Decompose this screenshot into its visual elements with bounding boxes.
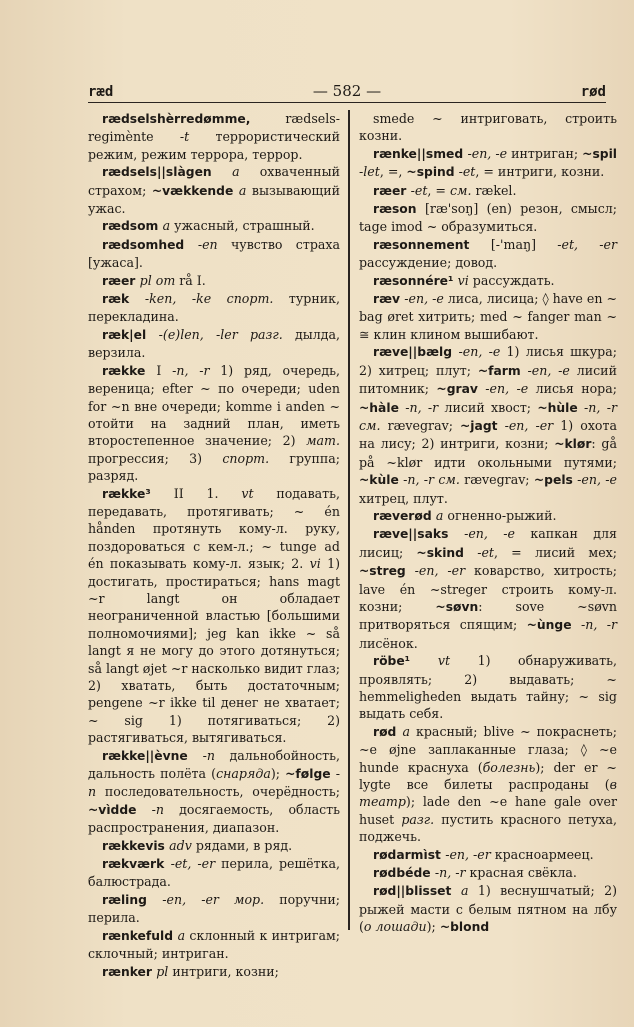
dictionary-entry bbox=[359, 652, 617, 723]
grammar-label: -ken, -ke спорт. bbox=[144, 291, 274, 307]
headword: ~hàle bbox=[359, 400, 399, 415]
definition-text: склонный к интригам; склочный; интриган. bbox=[88, 927, 340, 962]
definition-text: лиса, лисица; ◊ have en ~ bag øret хитрить; med ~ fanger man ~ ≅ клин клином вышибают. bbox=[359, 291, 617, 342]
definition-text: rævegrav; bbox=[459, 472, 534, 488]
grammar-label: -en, -e bbox=[467, 145, 508, 161]
headword: ræer bbox=[102, 273, 140, 288]
grammar-label: -t bbox=[179, 129, 190, 145]
dictionary-entry bbox=[88, 927, 340, 963]
page-header bbox=[88, 76, 606, 103]
definition-text: пустить красного петуха, поджечь. bbox=[359, 811, 617, 845]
dictionary-entry bbox=[359, 182, 617, 200]
grammar-label: -en, -er bbox=[445, 846, 491, 862]
grammar-label: -en, -e bbox=[458, 344, 501, 360]
definition-text: досягаемость, область распространения, диапазон. bbox=[88, 801, 340, 836]
definition-text: ); bbox=[270, 766, 286, 782]
definition-text: , = лисий мех; bbox=[493, 544, 617, 560]
headword: ræverød bbox=[373, 508, 436, 523]
definition-text: прогрессия; 3) bbox=[88, 450, 223, 466]
definition-text: интриги, козни; bbox=[168, 963, 279, 979]
headword: ~blond bbox=[439, 920, 490, 935]
definition-text: rædselsregimènte bbox=[88, 111, 340, 145]
headword: ræsonnére¹ bbox=[373, 273, 458, 288]
grammar-label: -et bbox=[463, 544, 494, 560]
definition-text: подавать, передавать, протягивать; ~ én hånden протянуть кому-л. руку, поздороваться с кем-л.; ~ tunge ad én показывать кому-л. язык; 2. bbox=[88, 485, 340, 572]
definition-text: smede ~ интриговать, строить козни. bbox=[359, 111, 617, 144]
dictionary-entry bbox=[359, 507, 617, 525]
headword: ~kùle bbox=[359, 473, 399, 488]
grammar-label: -en, -e bbox=[572, 472, 618, 488]
headword: ~spind bbox=[406, 165, 455, 180]
definition-text: лисий питомник; bbox=[359, 362, 617, 397]
dictionary-entry bbox=[359, 343, 617, 507]
headword: rædsels||slàgen bbox=[102, 165, 233, 180]
grammar-label: -et, -er bbox=[170, 856, 216, 872]
dictionary-entry bbox=[88, 747, 340, 837]
grammar-label: -n, -r bbox=[571, 617, 618, 633]
definition-text: [ræ'soŋ] (en) резон, смысл; tage imod ~ образумиться. bbox=[359, 201, 617, 235]
grammar-label: -let bbox=[359, 164, 380, 180]
definition-text: , =, bbox=[379, 164, 407, 180]
headword: ~spil bbox=[582, 146, 617, 161]
grammar-label: -n, -r см. bbox=[398, 472, 460, 488]
definition-text: вызывающий ужас. bbox=[88, 182, 340, 217]
grammar-label: -en, -e bbox=[464, 526, 515, 542]
definition-text: рядами, в ряд. bbox=[191, 837, 293, 853]
headword: ræk|el bbox=[102, 327, 159, 342]
grammar-label: спорт. bbox=[222, 450, 270, 466]
headword: rødarmìst bbox=[373, 847, 446, 862]
definition-text: группа; разряд. bbox=[88, 450, 340, 484]
definition-text: лисий хвост; bbox=[438, 399, 538, 415]
headword: ~klør bbox=[554, 437, 592, 452]
grammar-label: pl om bbox=[139, 272, 176, 288]
definition-text: II 1. bbox=[173, 485, 242, 501]
headword: ræer bbox=[373, 183, 411, 198]
dictionary-entry bbox=[88, 485, 340, 747]
grammar-label: vt bbox=[241, 485, 254, 501]
grammar-label: -en, -e bbox=[477, 381, 529, 397]
headword: röbe¹ bbox=[373, 654, 438, 669]
grammar-label: разг. bbox=[401, 811, 435, 827]
dictionary-entry bbox=[359, 110, 617, 145]
dictionary-entry bbox=[359, 525, 617, 652]
page-number: — 582 — bbox=[312, 82, 382, 100]
grammar-label: мат. bbox=[306, 433, 340, 449]
definition-text: дальнобойность, дальность полёта ( bbox=[88, 747, 341, 782]
dictionary-entry bbox=[88, 217, 340, 235]
definition-text: красный; blive ~ покраснеть; ~e øjne заплаканные глаза; ◊ ~e hunde краснуха ( bbox=[359, 723, 617, 775]
grammar-label: -(e)len, -ler разг. bbox=[158, 326, 283, 342]
headword: ~skind bbox=[416, 545, 464, 560]
headword: ræling bbox=[102, 892, 163, 907]
grammar-label: -en, -e bbox=[404, 291, 444, 307]
grammar-label: -n, -r bbox=[434, 865, 466, 881]
headword: rædselshèrredømme, bbox=[102, 112, 286, 126]
grammar-label: см. bbox=[449, 182, 472, 198]
definition-text: интриган; bbox=[507, 145, 583, 161]
dictionary-entry bbox=[88, 837, 340, 855]
definition-text: rå I. bbox=[175, 272, 206, 288]
definition-text: дылда, верзила. bbox=[88, 326, 340, 361]
headword: ræve||saks bbox=[373, 527, 465, 542]
definition-text: турник, перекладина. bbox=[88, 291, 340, 325]
grammar-label: pl bbox=[156, 963, 169, 979]
definition-text: : sove ~søvn притворяться спящим; bbox=[359, 598, 618, 633]
definition-text: террористический режим, режим террора, террор. bbox=[88, 129, 340, 162]
definition-text: 1) охота на лису; 2) интриги, козни; bbox=[359, 417, 617, 452]
headword: ~pels bbox=[533, 473, 573, 488]
grammar-label: -et, -er bbox=[557, 236, 617, 252]
grammar-label: -et bbox=[410, 182, 428, 198]
grammar-label: -n bbox=[202, 747, 215, 763]
definition-text: , = bbox=[427, 182, 450, 198]
grammar-label: a bbox=[232, 164, 240, 180]
dictionary-entry bbox=[359, 723, 617, 846]
definition-text: охваченный страхом; bbox=[88, 164, 340, 198]
grammar-label: -n, -r bbox=[172, 362, 210, 378]
dictionary-entry bbox=[359, 272, 617, 290]
dictionary-entry bbox=[359, 846, 617, 864]
headword: rød bbox=[373, 724, 403, 739]
dictionary-entry bbox=[359, 200, 617, 236]
headword: ~søvn bbox=[435, 599, 479, 614]
grammar-label: vi bbox=[457, 272, 469, 288]
headword: rækkevis bbox=[102, 838, 170, 853]
grammar-label: -en bbox=[197, 236, 218, 252]
definition-text: rævegrav; bbox=[380, 417, 460, 433]
definition-text: коварство, хитрость; lave én ~streger строить кому-л. козни; bbox=[359, 563, 618, 614]
definition-text: ); bbox=[426, 919, 440, 935]
definition-text: I bbox=[156, 362, 173, 378]
definition-text: последовательность, очерёдность; bbox=[96, 784, 340, 800]
headword: rædsomhed bbox=[102, 237, 198, 252]
grammar-label: vi bbox=[309, 556, 321, 572]
grammar-label: -et bbox=[454, 164, 476, 180]
grammar-label: -n bbox=[88, 766, 340, 800]
headword: ræsonnement bbox=[373, 237, 491, 252]
grammar-label: adv bbox=[169, 837, 192, 853]
grammar-label: a bbox=[162, 218, 171, 234]
definition-text: хитрец, плут. bbox=[359, 490, 448, 506]
definition-text: перила, решётка, балюстрада. bbox=[88, 856, 340, 890]
headword: ~streg bbox=[359, 564, 406, 579]
definition-text: 1) ряд, очередь, вереница; efter ~ по очереди; uden for ~n вне очереди; komme i anden ~ отойти на задний план, иметь второстепенное значение; 2) bbox=[88, 362, 340, 449]
grammar-label: a bbox=[435, 507, 444, 523]
grammar-label: снаряда bbox=[216, 766, 271, 782]
column-divider bbox=[348, 110, 350, 930]
headword: ræk bbox=[102, 292, 145, 307]
definition-text: , = интриги, козни. bbox=[475, 164, 605, 180]
grammar-label: -en, -er bbox=[497, 417, 554, 433]
definition-text: rækel. bbox=[471, 182, 517, 198]
dictionary-entry bbox=[88, 110, 340, 163]
grammar-label: -en, -e bbox=[520, 362, 570, 378]
definition-text: 1) достигать, простираться; hans magt ~r langt он обладает неограниченной властью [большими полномочиями]; jeg kan ikke ~ så langt я не могу до этого дотянуться; så langt øjet ~r насколько видит глаз; 2) хватать, быть достаточным; pengene ~r ikke til денег не хватает; ~ sig 1) потягиваться; 2) растягиваться, вытягиваться. bbox=[88, 556, 340, 746]
grammar-label: vt bbox=[437, 653, 451, 669]
grammar-label: о лошади bbox=[363, 919, 427, 935]
headword: række³ bbox=[102, 486, 174, 501]
headword: ~jagt bbox=[460, 418, 498, 433]
dictionary-entry bbox=[88, 236, 340, 272]
headword: ræve||bælg bbox=[373, 345, 459, 360]
dictionary-entry bbox=[88, 290, 340, 326]
dictionary-entry bbox=[88, 326, 340, 362]
dictionary-entry bbox=[88, 163, 340, 217]
headword: rædsom bbox=[102, 219, 163, 234]
headword: ~ùnge bbox=[526, 618, 572, 633]
definition-text: [-'maŋ] bbox=[490, 236, 558, 252]
headword: ~vìdde bbox=[88, 802, 137, 817]
right-column bbox=[359, 110, 617, 937]
headword: rød||blisset bbox=[373, 884, 462, 899]
dictionary-entry bbox=[359, 882, 617, 936]
definition-text: рассуждать. bbox=[468, 272, 555, 288]
dictionary-entry bbox=[359, 864, 617, 882]
definition-text: чувство страха [ужаса]. bbox=[88, 236, 340, 271]
definition-text: лисёнок. bbox=[359, 635, 418, 651]
headword: rænke||smed bbox=[373, 146, 468, 161]
definition-text: ); lade den ~e hane gale over huset bbox=[359, 794, 617, 827]
definition-text: рассуждение; довод. bbox=[359, 255, 498, 271]
grammar-label: -n, -r см. bbox=[359, 399, 617, 433]
headword: ~farm bbox=[477, 363, 521, 378]
definition-text: ужасный, страшный. bbox=[170, 218, 315, 234]
dictionary-entry bbox=[88, 272, 340, 290]
headword: rænkefuld bbox=[102, 928, 178, 943]
grammar-label: a bbox=[177, 927, 186, 943]
header-left-guide-word: ræd bbox=[88, 84, 114, 100]
headword: række bbox=[102, 363, 157, 378]
grammar-label: a bbox=[233, 182, 247, 198]
definition-text: 1) обнаруживать, проявлять; 2) выдавать; ~ hemmeligheden выдать тайну; ~ sig выдать себя. bbox=[359, 653, 617, 722]
definition-text: поручни; перила. bbox=[88, 891, 340, 926]
dictionary-entry bbox=[88, 963, 340, 981]
dictionary-entry bbox=[359, 145, 617, 182]
dictionary-entry bbox=[88, 891, 340, 927]
grammar-label: a bbox=[461, 883, 469, 899]
grammar-label: -n, -r bbox=[398, 399, 439, 415]
dictionary-entry bbox=[359, 290, 617, 343]
dictionary-entry bbox=[88, 855, 340, 891]
headword: rækværk bbox=[102, 857, 171, 872]
grammar-label: в театр bbox=[359, 777, 617, 810]
definition-text: ); der er ~ lygte все билеты распроданы ( bbox=[359, 759, 617, 793]
definition-text: огненно-рыжий. bbox=[443, 507, 557, 523]
headword: ræv bbox=[373, 292, 405, 307]
headword: række||èvne bbox=[102, 748, 203, 763]
grammar-label: a bbox=[402, 723, 411, 739]
left-column bbox=[88, 110, 340, 981]
definition-text: красная свёкла. bbox=[465, 865, 577, 881]
dictionary-entry bbox=[88, 362, 340, 485]
header-right-guide-word: rød bbox=[580, 84, 606, 100]
headword: ~hùle bbox=[537, 400, 578, 415]
grammar-label: -en, -er мор. bbox=[162, 891, 265, 907]
definition-text: капкан для лисиц; bbox=[359, 526, 617, 560]
headword: ~grav bbox=[436, 382, 478, 397]
grammar-label: болезнь bbox=[482, 759, 536, 775]
definition-text: красноармеец. bbox=[490, 846, 594, 862]
definition-text: 1) лисья шкура; 2) хитрец; плут; bbox=[359, 344, 617, 378]
headword: ~følge bbox=[285, 767, 331, 782]
headword: ~vækkende bbox=[151, 183, 234, 198]
headword: rødbéde bbox=[373, 866, 435, 881]
grammar-label: -en, -er bbox=[405, 563, 466, 579]
grammar-label: -n bbox=[136, 801, 164, 817]
definition-text: 1) веснушчатый; 2) рыжей масти с белым пятном на лбу ( bbox=[359, 883, 617, 935]
dictionary-entry bbox=[359, 236, 617, 272]
headword: ræson bbox=[373, 202, 426, 217]
headword: rænker bbox=[102, 964, 157, 979]
definition-text: : gå på ~klør идти окольными путями; bbox=[359, 436, 617, 470]
definition-text: лисья нора; bbox=[528, 381, 617, 397]
